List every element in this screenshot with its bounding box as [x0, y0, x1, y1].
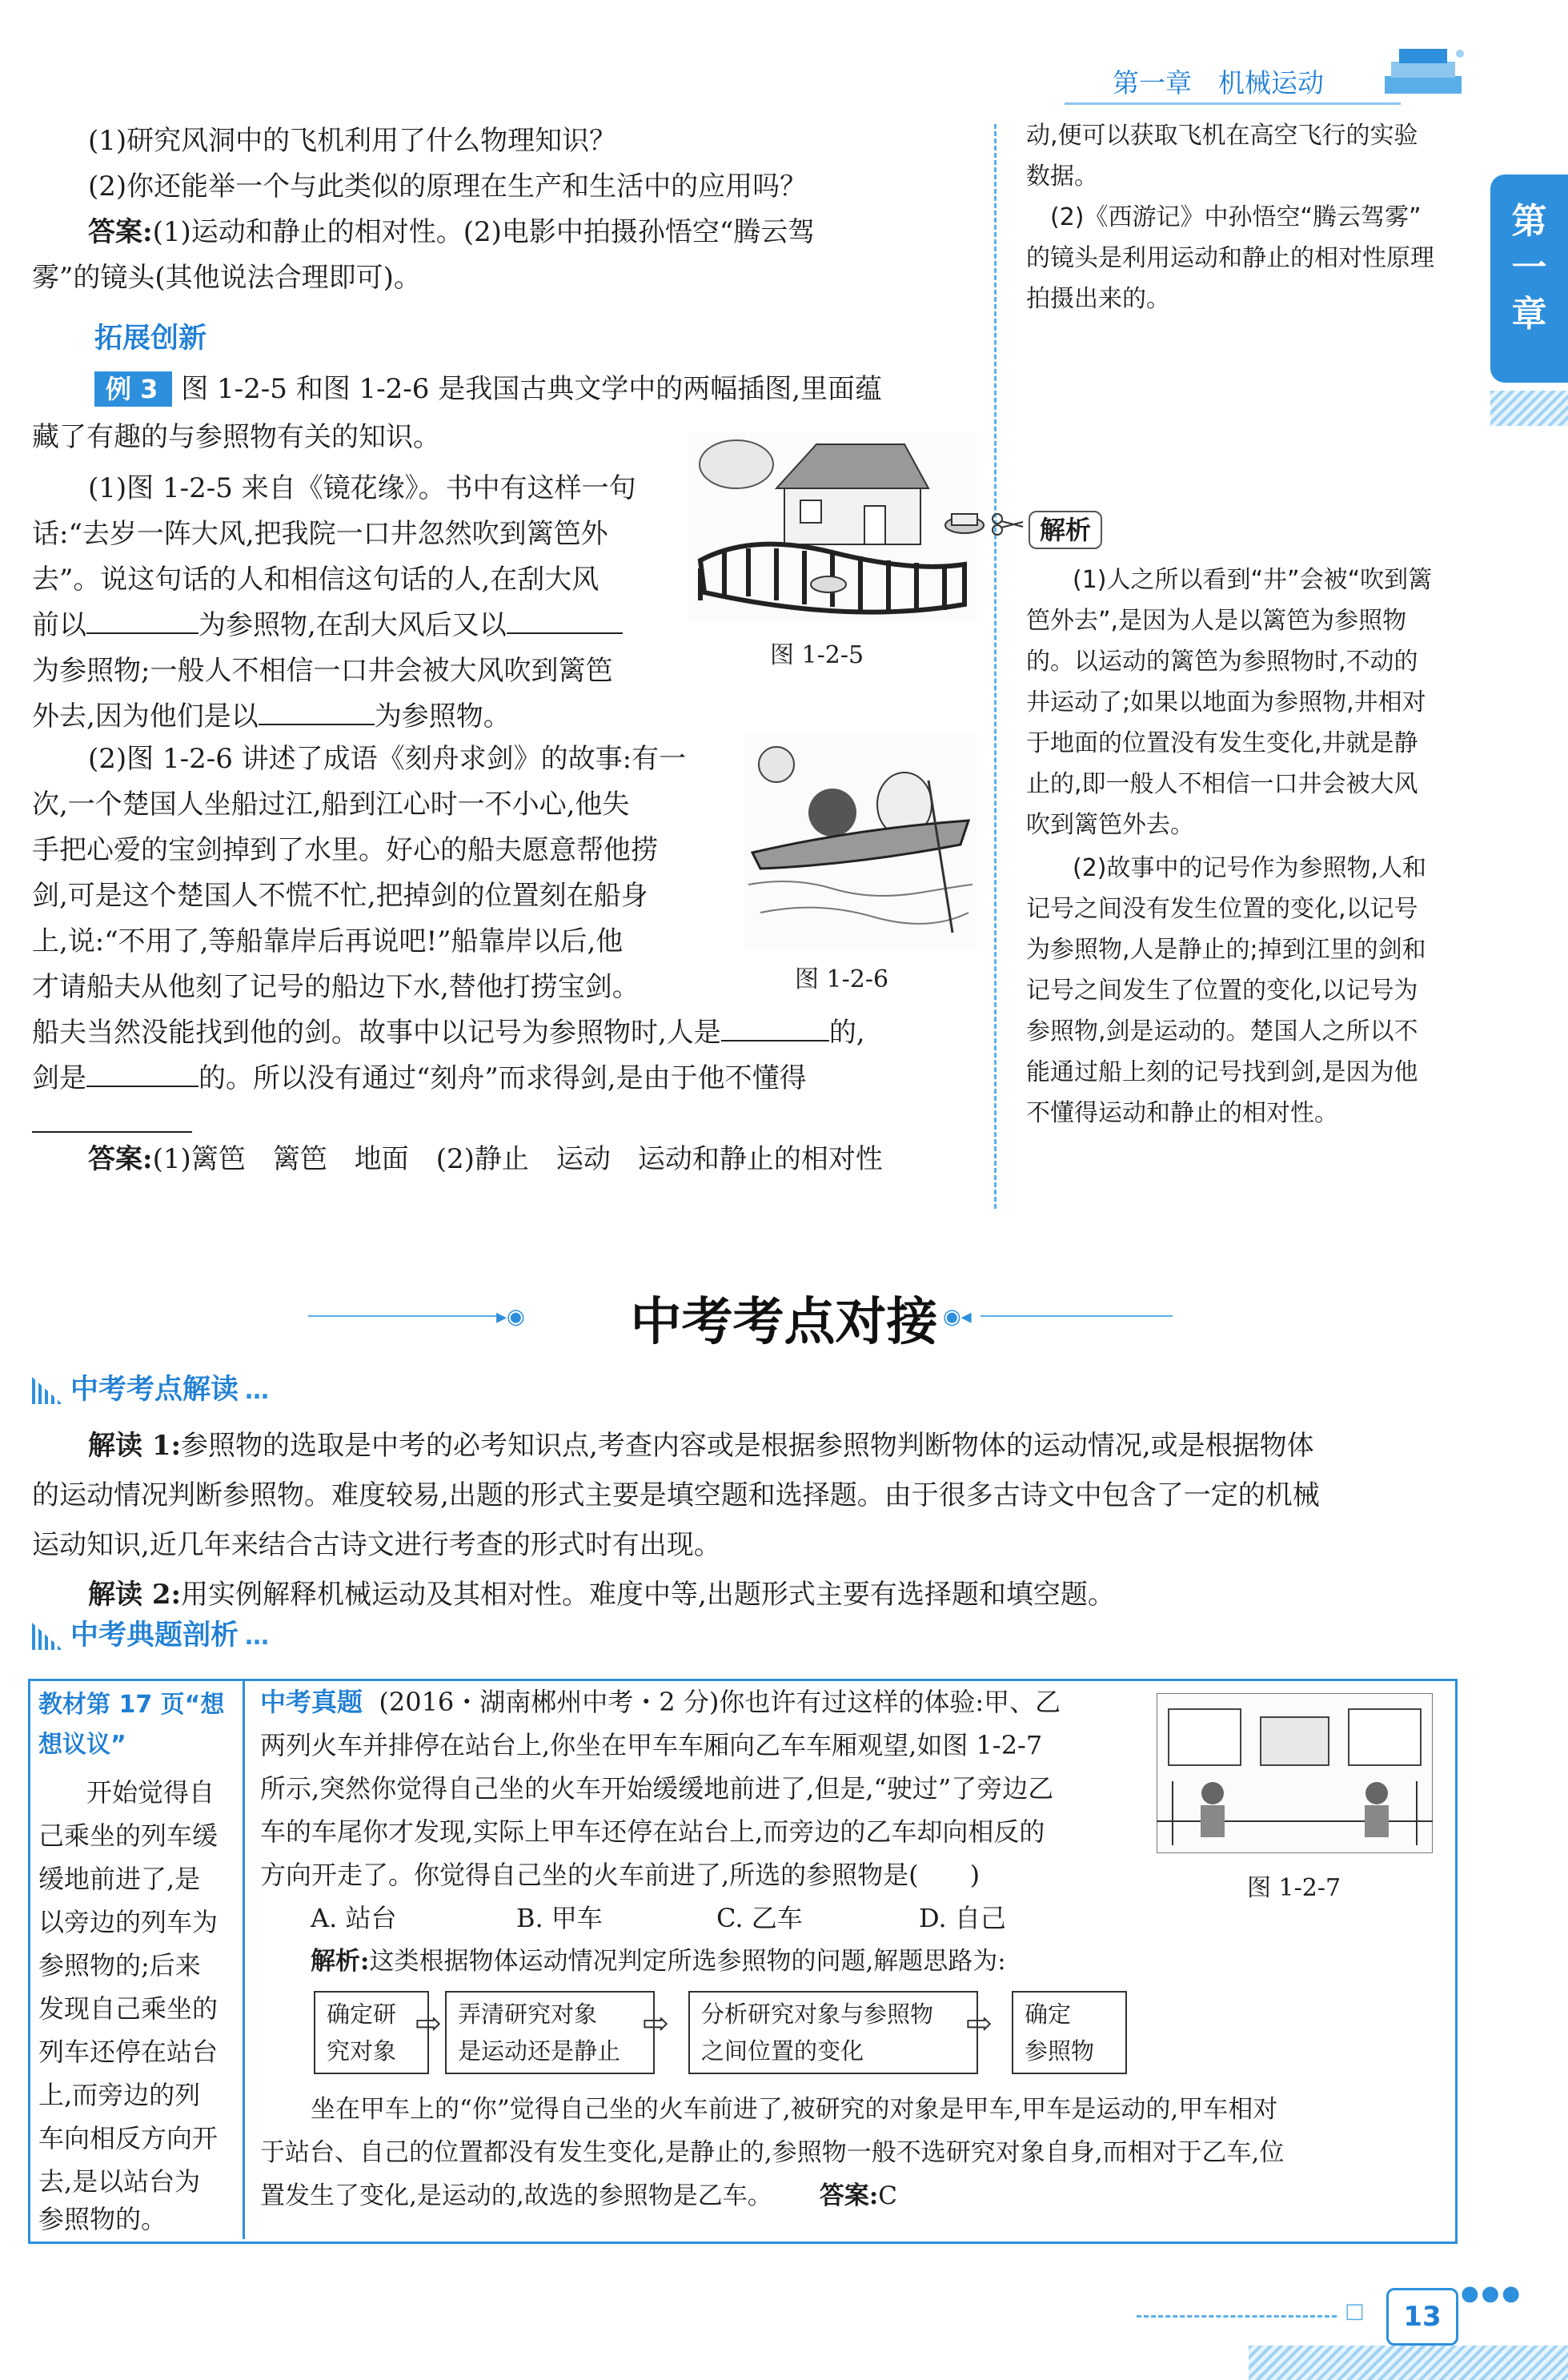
- example-3-intro: 例 3 图 1-2-5 和图 1-2-6 是我国古典文学中的两幅插图,里面蕴: [94, 367, 882, 412]
- flow-step-1: 确定研 究对象: [314, 1991, 429, 2074]
- footer-stripe-band: [1249, 2346, 1568, 2380]
- solution-explain-line: 坐在甲车上的“你”觉得自己坐的火车前进了,被研究的对象是甲车,甲车是运动的,甲车相对: [311, 2095, 1278, 2124]
- analysis-tag: 解析: [1029, 511, 1102, 549]
- textbook-ref-line: 发现自己乘坐的: [38, 1993, 219, 2024]
- textbook-ref-line: 以旁边的列车为: [38, 1907, 219, 1937]
- solution-intro: 解析:这类根据物体运动情况判定所选参照物的问题,解题思路为:: [311, 1947, 1006, 1976]
- textbook-ref-line: 车向相反方向开: [38, 2123, 219, 2153]
- figure-1-2-7-illustration: [1157, 1693, 1433, 1853]
- flow-arrow-icon: ⇨: [642, 2005, 669, 2042]
- section-title-typical: 中考典题剖析 …: [32, 1613, 271, 1653]
- analysis-line: 为参照物,人是静止的;掉到江里的剑和: [1026, 936, 1426, 964]
- example-3-intro-2: 藏了有趣的与参照物有关的知识。: [32, 421, 440, 453]
- footer-square-icon: □: [1345, 2299, 1365, 2323]
- option-b: B. 甲车: [516, 1903, 603, 1933]
- analysis-line: 吹到篱笆外去。: [1026, 811, 1194, 839]
- section-stripe-icon: [32, 1377, 62, 1404]
- exam-question-line: 两列火车并排停在站台上,你坐在甲车车厢向乙车车厢观望,如图 1-2-7: [260, 1730, 1043, 1760]
- interpretation-1-line: 的运动情况判断参照物。难度较易,出题的形式主要是填空题和选择题。由于很多古诗文中包含了一定的机械: [32, 1479, 1320, 1511]
- chapter-tab-stripe: [1490, 391, 1568, 426]
- analysis-line: (2)故事中的记号作为参照物,人和: [1073, 854, 1427, 882]
- analysis-line: 不懂得运动和静止的相对性。: [1026, 1099, 1338, 1127]
- title-arrow-right-icon: ◉◂: [943, 1305, 972, 1329]
- question-1: (1)研究风洞中的飞机利用了什么物理知识？: [88, 125, 617, 157]
- paragraph-2-line: 剑,可是这个楚国人不慌不忙,把掉剑的位置刻在船身: [32, 880, 648, 912]
- exam-question-line: 车的车尾你才发现,实际上甲车还停在站台上,而旁边的乙车却向相反的: [260, 1816, 1045, 1847]
- figure-1-2-5-illustration: [688, 432, 976, 620]
- textbook-ref-line: 开始觉得自: [86, 1777, 215, 1808]
- exam-question-line-1: 中考真题 (2016・湖南郴州中考・2 分)你也许有过这样的体验:甲、乙: [260, 1687, 1061, 1717]
- textbook-ref-line: 列车还停在站台: [38, 2037, 219, 2067]
- answer-line-2: 雾”的镜头(其他说法合理即可)。: [32, 262, 421, 294]
- option-c: C. 乙车: [716, 1903, 803, 1933]
- example-3-answer: 答案:(1)篱笆 篱笆 地面 (2)静止 运动 运动和静止的相对性: [88, 1143, 883, 1175]
- analysis-line: 记号之间发生了位置的变化,以记号为: [1026, 977, 1418, 1005]
- section-stripe-icon: [32, 1623, 62, 1650]
- textbook-ref-title: 想议议”: [38, 1731, 126, 1759]
- footer-divider: [1137, 2315, 1337, 2318]
- solution-explain-line: 于站台、自己的位置都没有发生变化,是静止的,参照物一般不选研究对象自身,而相对于乙车,位: [260, 2138, 1285, 2167]
- side-text-line: (2)《西游记》中孙悟空“腾云驾雾”: [1050, 203, 1422, 231]
- flow-step-3: 分析研究对象与参照物 之间位置的变化: [688, 1991, 978, 2074]
- title-rule-right: [981, 1315, 1173, 1317]
- figure-1-2-6-caption: 图 1-2-6: [795, 965, 889, 993]
- textbook-ref-line: 缓地前进了,是: [38, 1864, 201, 1894]
- flow-arrow-icon: ⇨: [415, 2005, 442, 2042]
- example-badge: 例 3: [94, 371, 172, 407]
- analysis-line: 止的,即一般人不相信一口井会被大风: [1026, 770, 1418, 798]
- interpretation-2-line: 解读 2:用实例解释机械运动及其相对性。难度中等,出题形式主要有选择题和填空题。: [88, 1579, 1115, 1611]
- figure-1-2-6-illustration: [744, 732, 976, 949]
- textbook-ref-line: 参照物的。: [38, 2204, 167, 2234]
- column-divider: [994, 124, 997, 1209]
- exam-question-line: 方向开走了。你觉得自己坐的火车前进了,所选的参照物是( ): [260, 1860, 981, 1890]
- side-text-line: 数据。: [1026, 163, 1098, 191]
- flow-step-2: 弄清研究对象 是运动还是静止: [445, 1991, 655, 2074]
- interpretation-1-line: 运动知识,近几年来结合古诗文进行考查的形式时有出现。: [32, 1529, 721, 1561]
- paragraph-1-line: (1)图 1-2-5 来自《镜花缘》。书中有这样一句: [88, 472, 636, 504]
- paragraph-2-line: (2)图 1-2-6 讲述了成语《刻舟求剑》的故事:有一: [88, 743, 687, 775]
- chapter-tab: 第一章: [1490, 175, 1568, 383]
- option-a: A. 站台: [311, 1903, 397, 1933]
- textbook-ref-line: 去,是以站台为: [38, 2166, 201, 2197]
- paragraph-2-line: 手把心爱的宝剑掉到了水里。好心的船夫愿意帮他捞: [32, 834, 658, 866]
- paragraph-1-blank-line: 外去,因为他们是以 为参照物。: [32, 694, 511, 740]
- book-stack-icon: [1377, 44, 1473, 108]
- side-text-line: 动,便可以获取飞机在高空飞行的实验: [1026, 122, 1418, 150]
- textbook-ref-line: 上,而旁边的列: [38, 2080, 201, 2110]
- analysis-line: (1)人之所以看到“井”会被“吹到篱: [1073, 566, 1433, 594]
- paragraph-1-line: 为参照物;一般人不相信一口井会被大风吹到篱笆: [32, 655, 613, 687]
- interpretation-1-line: 解读 1:参照物的选取是中考的必考知识点,考查内容或是根据参照物判断物体的运动情况,或是根据物体: [88, 1430, 1314, 1462]
- side-text-line: 拍摄出来的。: [1026, 285, 1170, 313]
- exam-question-line: 所示,突然你觉得自己坐的火车开始缓缓地前进了,但是,“驶过”了旁边乙: [260, 1773, 1054, 1804]
- header-divider: [1065, 102, 1401, 105]
- analysis-line: 能通过船上刻的记号找到剑,是因为他: [1026, 1058, 1418, 1086]
- paragraph-1-line: 去”。说这句话的人和相信这句话的人,在刮大风: [32, 564, 600, 596]
- well-icon: [940, 504, 989, 536]
- paragraph-2-blank-line: 剑是 的。所以没有通过“刻舟”而求得剑,是由于他不懂得: [32, 1056, 807, 1102]
- side-text-line: 的镜头是利用运动和静止的相对性原理: [1026, 244, 1434, 272]
- analysis-line: 笆外去”,是因为人是以篱笆为参照物: [1026, 607, 1407, 635]
- textbook-ref-title: 教材第 17 页“想: [38, 1691, 225, 1719]
- solution-explain-line: 置发生了变化,是运动的,故选的参照物是乙车。 答案:C: [260, 2181, 898, 2210]
- paragraph-2-line: 才请船夫从他刻了记号的船边下水,替他打捞宝剑。: [32, 971, 640, 1003]
- analysis-line: 参照物,剑是运动的。楚国人之所以不: [1026, 1017, 1418, 1046]
- figure-1-2-7-caption: 图 1-2-7: [1247, 1874, 1341, 1902]
- analysis-line: 井运动了;如果以地面为参照物,井相对: [1026, 688, 1426, 716]
- page-number: 13: [1386, 2288, 1458, 2346]
- paragraph-2-line: 次,一个楚国人坐船过江,船到江心时一不小心,他失: [32, 789, 630, 821]
- textbook-ref-line: 己乘坐的列车缓: [38, 1820, 219, 1851]
- paragraph-1-line: 话:“去岁一阵大风,把我院一口井忽然吹到篱笆外: [32, 518, 608, 550]
- question-2: (2)你还能举一个与此类似的原理在生产和生活中的应用吗？: [88, 171, 808, 203]
- flow-step-4: 确定 参照物: [1012, 1991, 1127, 2074]
- main-title: 中考考点对接: [630, 1293, 938, 1352]
- section-title-extension: 拓展创新: [94, 323, 207, 355]
- section-title-interpretation: 中考考点解读 …: [32, 1367, 271, 1407]
- figure-1-2-5-caption: 图 1-2-5: [770, 641, 864, 669]
- header-chapter-title: 第一章 机械运动: [1113, 67, 1324, 98]
- paragraph-1-blank-line: 前以 为参照物,在刮大风后又以: [32, 603, 623, 648]
- paragraph-2-line: 上,说:“不用了,等船靠岸后再说吧!”船靠岸以后,他: [32, 925, 624, 957]
- scissors-icon: [991, 512, 1026, 536]
- analysis-line: 于地面的位置没有发生变化,井就是静: [1026, 729, 1418, 757]
- textbook-ref-line: 参照物的;后来: [38, 1950, 201, 1981]
- answer-line-1: 答案:(1)运动和静止的相对性。(2)电影中拍摄孙悟空“腾云驾: [88, 216, 816, 248]
- footer-dots-icon: ●●●: [1461, 2282, 1523, 2306]
- flow-arrow-icon: ⇨: [965, 2005, 993, 2042]
- analysis-line: 的。以运动的篱笆为参照物时,不动的: [1026, 648, 1418, 676]
- analysis-line: 记号之间没有发生位置的变化,以记号: [1026, 895, 1418, 923]
- title-arrow-left-icon: ▸◉: [496, 1305, 525, 1329]
- option-d: D. 自己: [919, 1903, 1006, 1933]
- paragraph-2-blank-line: 船夫当然没能找到他的剑。故事中以记号为参照物时,人是 的,: [32, 1010, 865, 1056]
